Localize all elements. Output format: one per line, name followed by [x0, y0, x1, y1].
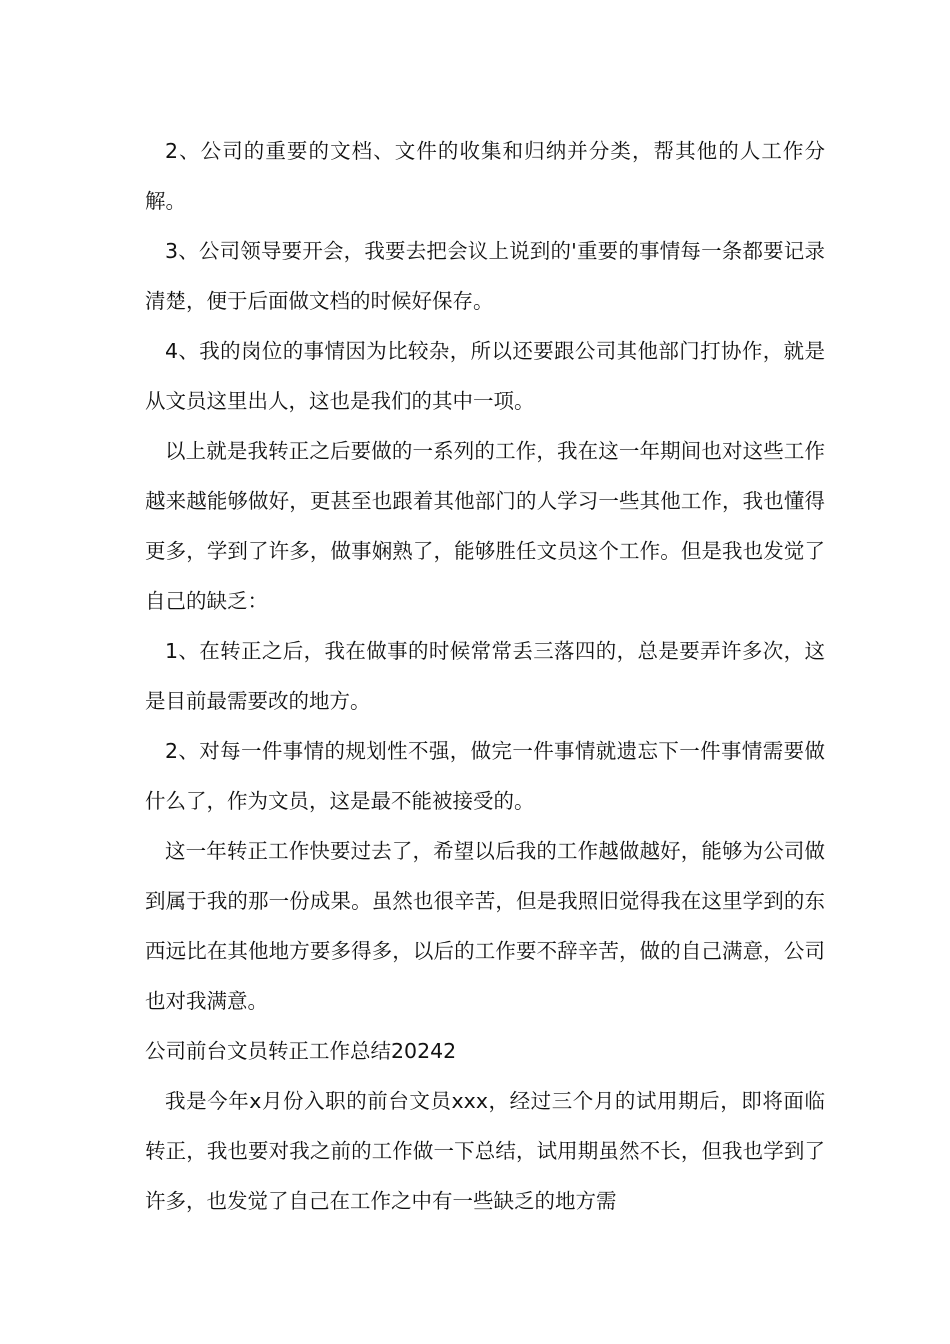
paragraph-item-3-meetings: 3、公司领导要开会，我要去把会议上说到的'重要的事情每一条都要记录清楚，便于后面做文档的时候好保存。	[145, 239, 825, 313]
paragraph-shortcoming-2: 2、对每一件事情的规划性不强，做完一件事情就遗忘下一件事情需要做什么了，作为文员，这是最不能被接受的。	[145, 739, 825, 813]
document-body	[145, 126, 825, 1226]
paragraph-conclusion: 这一年转正工作快要过去了，希望以后我的工作越做越好，能够为公司做到属于我的那一份成果。虽然也很辛苦，但是我照旧觉得我在这里学到的东西远比在其他地方要多得多，以后的工作要不辞辛苦，做的自己满意，公司也对我满意。	[145, 839, 825, 1013]
paragraph-shortcoming-1: 1、在转正之后，我在做事的时候常常丢三落四的，总是要弄许多次，这是目前最需要改的地方。	[145, 639, 825, 713]
paragraph-intro: 我是今年x月份入职的前台文员xxx，经过三个月的试用期后，即将面临转正，我也要对我之前的工作做一下总结，试用期虽然不长，但我也学到了许多，也发觉了自己在工作之中有一些缺乏的地方需	[145, 1089, 825, 1213]
paragraph-summary: 以上就是我转正之后要做的一系列的工作，我在这一年期间也对这些工作越来越能够做好，更甚至也跟着其他部门的人学习一些其他工作，我也懂得更多，学到了许多，做事娴熟了，能够胜任文员这个工作。但是我也发觉了自己的缺乏：	[145, 439, 825, 613]
section-title: 公司前台文员转正工作总结20242	[145, 1039, 457, 1063]
paragraph-item-4-coordination: 4、我的岗位的事情因为比较杂，所以还要跟公司其他部门打协作，就是从文员这里出人，这也是我们的其中一项。	[145, 339, 825, 413]
paragraph-item-2-archiving: 2、公司的重要的文档、文件的收集和归纳并分类，帮其他的人工作分解。	[145, 139, 825, 213]
